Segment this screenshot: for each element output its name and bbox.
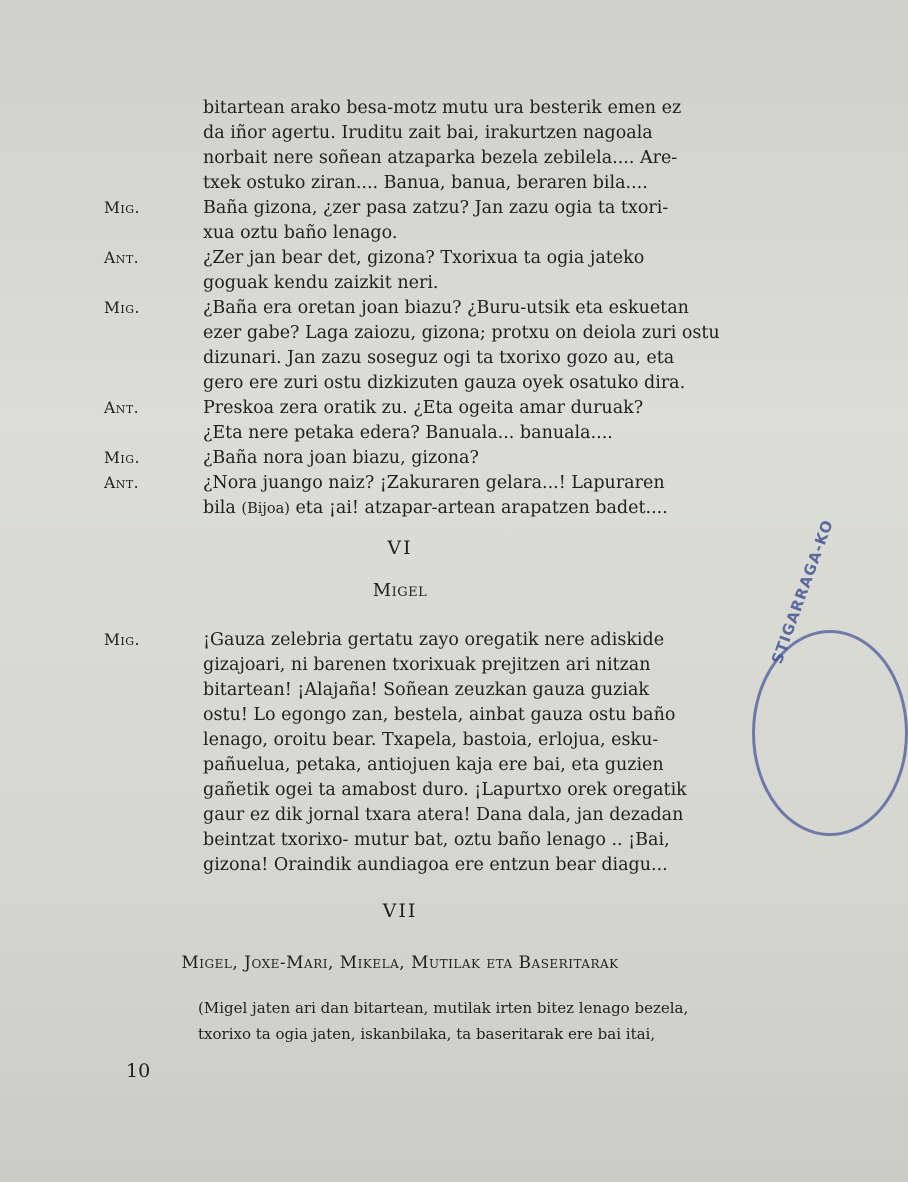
text-fragment: eta ¡ai! atzapar-artean arapatzen badet.... xyxy=(289,498,668,518)
text-line: da iñor agertu. Iruditu zait bai, irakurtzen nagoala xyxy=(203,123,653,143)
speaker-label: Mig. xyxy=(104,449,140,467)
stage-direction: (Bijoa) xyxy=(241,501,290,517)
text-line: gaur ez dik jornal txara atera! Dana dala, jan dezadan xyxy=(203,805,684,825)
speaker-label: Ant. xyxy=(104,474,140,492)
stamp-text: STIGARRAGA-KO xyxy=(768,517,837,667)
text-line: pañuelua, petaka, antiojuen kaja ere bai, eta guzien xyxy=(203,755,664,775)
stage-direction-line: (Migel jaten ari dan bitartean, mutilak irten bitez lenago bezela, xyxy=(198,999,689,1017)
speaker-label: Mig. xyxy=(104,299,140,317)
text-line: ¿Eta nere petaka edera? Banuala... banuala.... xyxy=(203,423,613,443)
text-line: ezer gabe? Laga zaiozu, gizona; protxu on deiola zuri ostu xyxy=(203,323,720,343)
text-line: txek ostuko ziran.... Banua, banua, beraren bila.... xyxy=(203,173,648,193)
text-line: goguak kendu zaizkit neri. xyxy=(203,273,439,293)
text-line: gañetik ogei ta amabost duro. ¡Lapurtxo orek oregatik xyxy=(203,780,687,800)
text-line: xua oztu baño lenago. xyxy=(203,223,398,243)
text-line: norbait nere soñean atzaparka bezela zebilela.... Are- xyxy=(203,148,678,168)
speaker-label: Ant. xyxy=(104,399,140,417)
text-line: beintzat txorixo- mutur bat, oztu baño lenago .. ¡Bai, xyxy=(203,830,670,850)
scene-heading: Migel, Joxe-Mari, Mikela, Mutilak eta Baseritarak xyxy=(181,953,619,973)
text-line: ostu! Lo egongo zan, bestela, ainbat gauza ostu baño xyxy=(203,705,676,725)
speaker-label: Mig. xyxy=(104,199,140,217)
text-line: ¿Zer jan bear det, gizona? Txorixua ta ogia jateko xyxy=(203,248,645,268)
text-line: ¿Nora juango naiz? ¡Zakuraren gelara...! Lapuraren xyxy=(203,473,665,493)
text-fragment: bila xyxy=(203,498,242,518)
text-line: Preskoa zera oratik zu. ¿Eta ogeita amar duruak? xyxy=(203,398,644,418)
text-line: bitartean arako besa-motz mutu ura besterik emen ez xyxy=(203,98,682,118)
scene-number: VII xyxy=(382,900,418,922)
text-line: Baña gizona, ¿zer pasa zatzu? Jan zazu ogia ta txori- xyxy=(203,198,669,218)
text-line: bitartean! ¡Alajaña! Soñean zeuzkan gauza guziak xyxy=(203,680,649,700)
text-line: gizajoari, ni barenen txorixuak prejitzen ari nitzan xyxy=(203,655,651,675)
speaker-label: Ant. xyxy=(104,249,140,267)
scene-heading: Migel xyxy=(372,580,428,601)
stage-direction-line: txorixo ta ogia jaten, iskanbilaka, ta baseritarak ere bai itai, xyxy=(198,1025,656,1043)
text-line: gizona! Oraindik aundiagoa ere entzun bear diagu... xyxy=(203,855,668,875)
page-number: 10 xyxy=(126,1060,151,1082)
text-line: lenago, oroitu bear. Txapela, bastoia, erlojua, esku- xyxy=(203,730,659,750)
text-line-with-stage-direction xyxy=(203,496,668,522)
text-line: dizunari. Jan zazu soseguz ogi ta txorixo gozo au, eta xyxy=(203,348,675,368)
text-line: ¿Baña nora joan biazu, gizona? xyxy=(203,448,479,468)
text-line: ¿Baña era oretan joan biazu? ¿Buru-utsik eta eskuetan xyxy=(203,298,689,318)
text-line: gero ere zuri ostu dizkizuten gauza oyek osatuko dira. xyxy=(203,373,686,393)
speaker-label: Mig. xyxy=(104,631,140,649)
text-line: ¡Gauza zelebria gertatu zayo oregatik nere adiskide xyxy=(203,630,665,650)
scene-number: VI xyxy=(387,537,413,559)
